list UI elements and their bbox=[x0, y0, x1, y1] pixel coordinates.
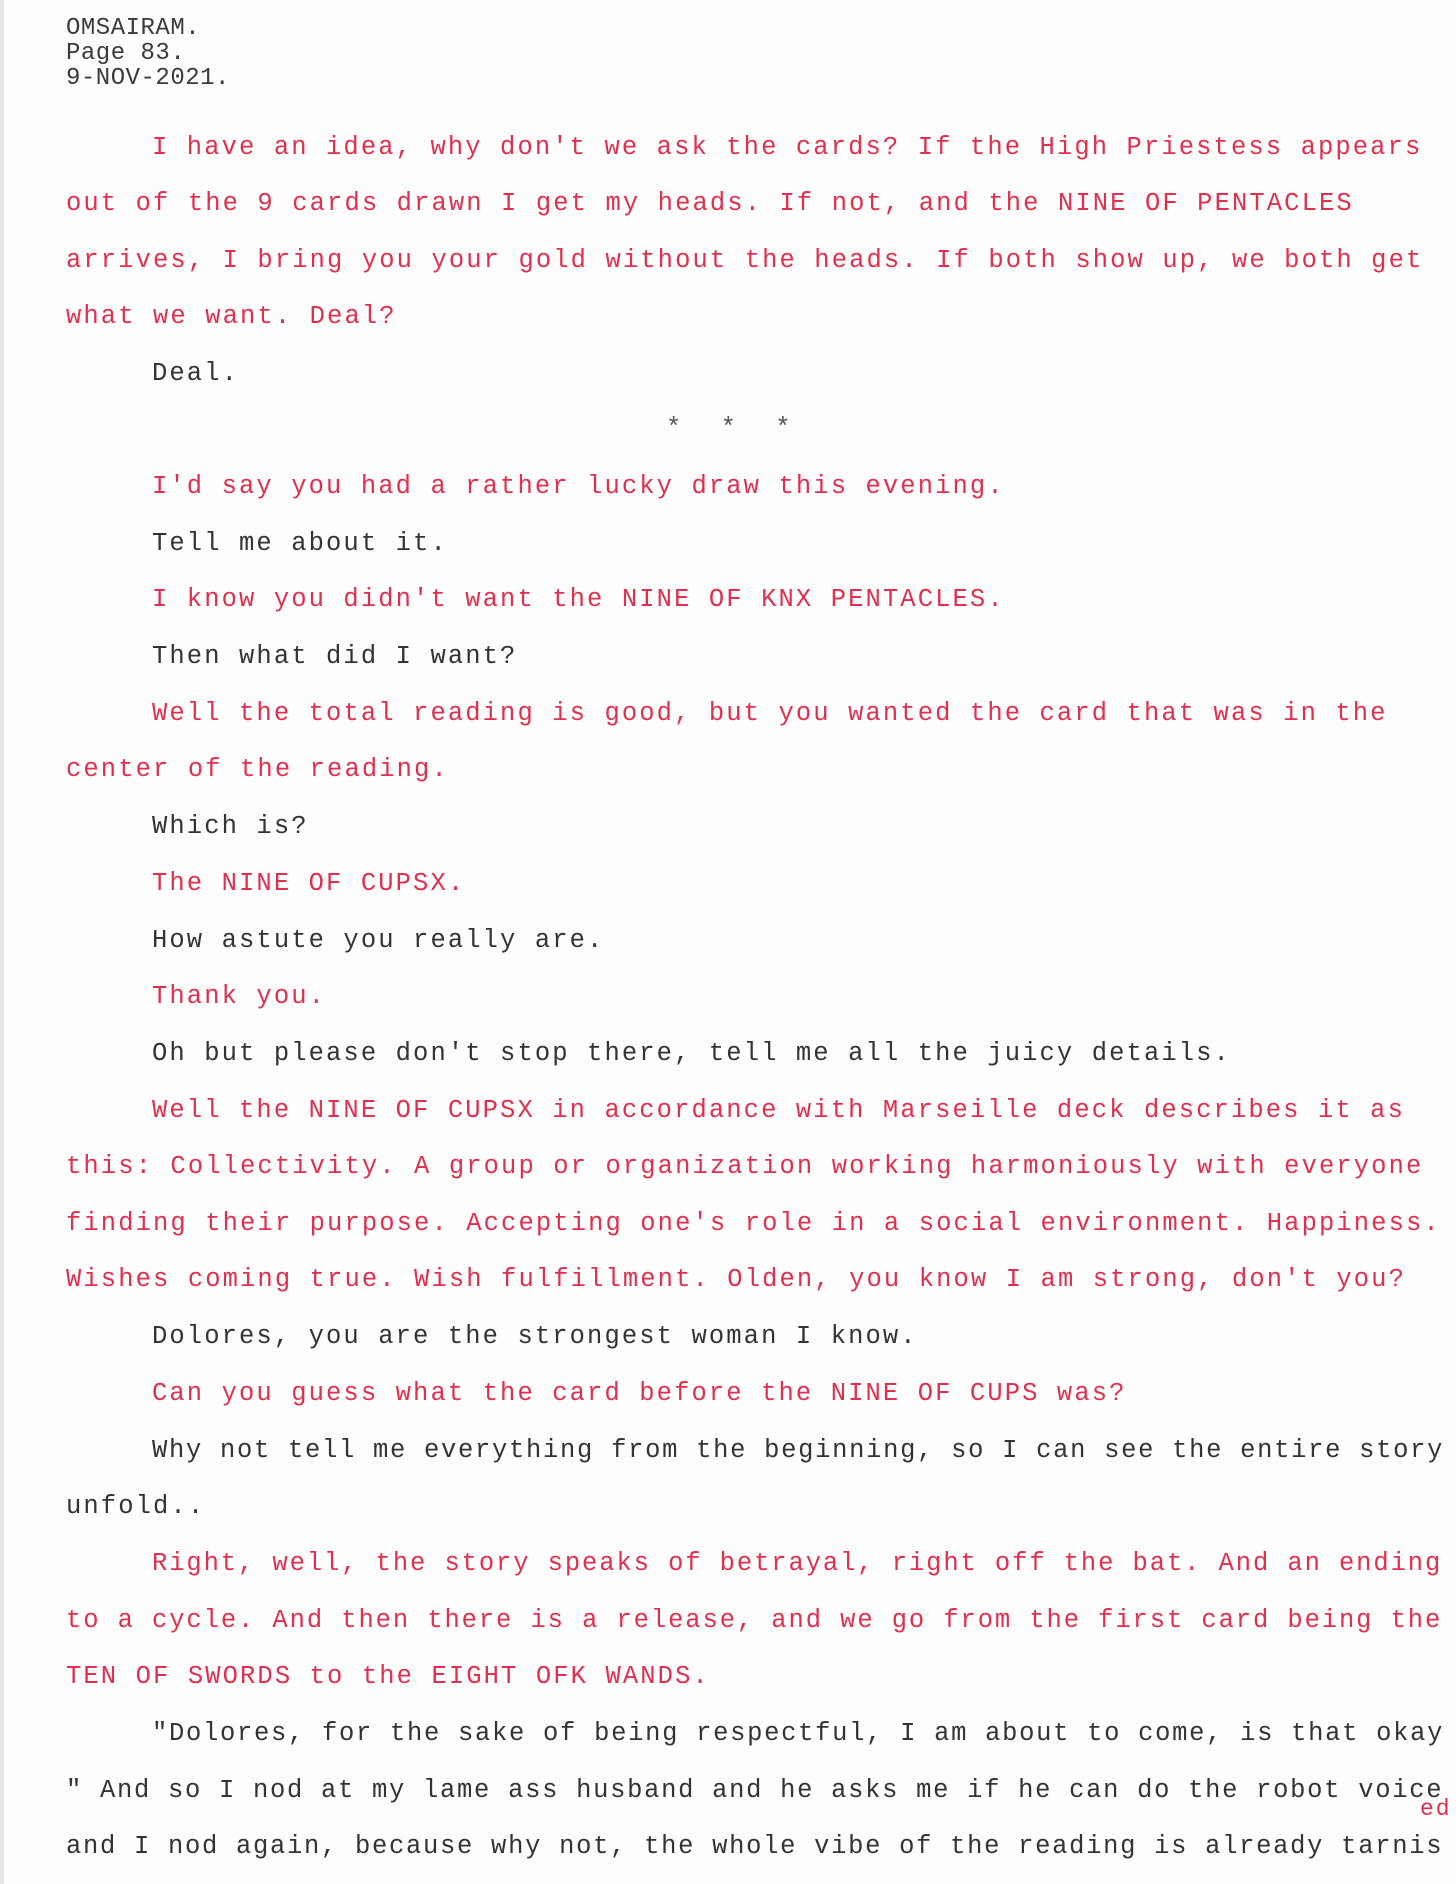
text-line: and I nod again, because why not, the whole vibe of the reading is already tarnis bbox=[66, 1832, 1444, 1861]
text-line: Deal. bbox=[152, 359, 240, 388]
text-line: Thank you. bbox=[152, 982, 327, 1011]
text-line: Why not tell me everything from the beginning, so I can see the entire story bbox=[152, 1436, 1445, 1465]
text-line: Then what did I want? bbox=[152, 642, 518, 671]
text-line: TEN OF SWORDS to the EIGHT OFK WANDS. bbox=[66, 1662, 710, 1691]
text-line: The NINE OF CUPSX. bbox=[152, 869, 466, 898]
text-line: Right, well, the story speaks of betrayal, right off the bat. And an ending bbox=[152, 1549, 1443, 1578]
text-line: out of the 9 cards drawn I get my heads. If not, and the NINE OF PENTACLES bbox=[66, 189, 1354, 218]
page-header bbox=[66, 16, 230, 91]
text-line: Well the NINE OF CUPSX in accordance with Marseille deck describes it as bbox=[152, 1096, 1405, 1125]
text-line: Oh but please don't stop there, tell me all the juicy details. bbox=[152, 1039, 1231, 1068]
text-line: Which is? bbox=[152, 812, 309, 841]
text-line: Well the total reading is good, but you wanted the card that was in the bbox=[152, 699, 1388, 728]
text-line: what we want. Deal? bbox=[66, 302, 397, 331]
text-line: I have an idea, why don't we ask the cards? If the High Priestess appears bbox=[152, 133, 1423, 162]
text-line: "Dolores, for the sake of being respectful, I am about to come, is that okay bbox=[152, 1719, 1445, 1748]
text-line: Tell me about it. bbox=[152, 529, 448, 558]
margin-note: ed bbox=[1420, 1796, 1452, 1822]
text-line: Dolores, you are the strongest woman I know. bbox=[152, 1322, 918, 1351]
text-line: center of the reading. bbox=[66, 755, 449, 784]
page-edge-shadow bbox=[0, 0, 4, 1884]
text-line: Wishes coming true. Wish fulfillment. Olden, you know I am strong, don't you? bbox=[66, 1265, 1406, 1294]
header-page-number: Page 83. bbox=[66, 40, 186, 67]
text-line: Can you guess what the card before the NINE OF CUPS was? bbox=[152, 1379, 1127, 1408]
text-line: this: Collectivity. A group or organization working harmoniously with everyone bbox=[66, 1152, 1424, 1181]
text-line: How astute you really are. bbox=[152, 926, 605, 955]
section-break: * * * bbox=[666, 414, 803, 443]
text-line: arrives, I bring you your gold without the heads. If both show up, we both get bbox=[66, 246, 1424, 275]
text-line: I know you didn't want the NINE OF KNX PENTACLES. bbox=[152, 585, 1005, 614]
text-line: unfold.. bbox=[66, 1492, 206, 1521]
header-title: OMSAIRAM. bbox=[66, 15, 201, 42]
text-line: " And so I nod at my lame ass husband and he asks me if he can do the robot voice bbox=[66, 1776, 1444, 1805]
text-line: finding their purpose. Accepting one's role in a social environment. Happiness. bbox=[66, 1209, 1441, 1238]
text-line: I'd say you had a rather lucky draw this evening. bbox=[152, 472, 1005, 501]
header-date: 9-NOV-2021. bbox=[66, 65, 230, 92]
text-line: to a cycle. And then there is a release, and we go from the first card being the bbox=[66, 1606, 1443, 1635]
